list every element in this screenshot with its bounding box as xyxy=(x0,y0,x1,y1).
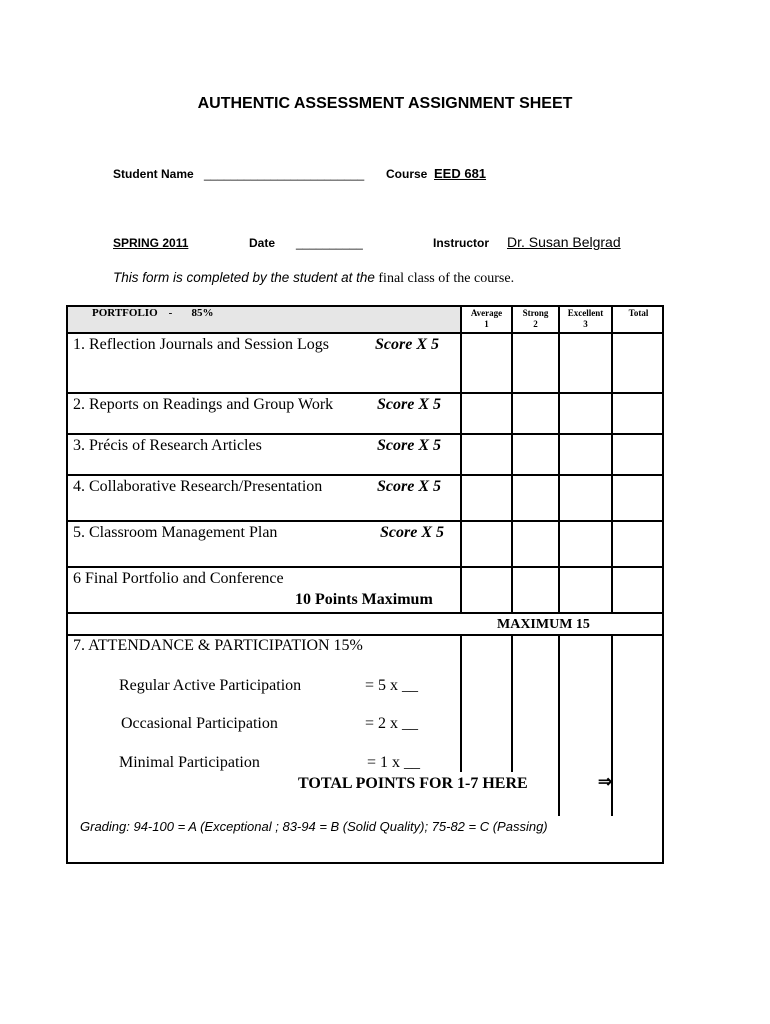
row-2-label: 2. Reports on Readings and Group Work xyxy=(73,396,334,413)
regular-participation-label: Regular Active Participation xyxy=(119,677,302,694)
table-rule xyxy=(66,612,664,614)
row-1-score: Score X 5 xyxy=(375,336,439,353)
note-italic: This form is completed by the student at the xyxy=(113,270,375,285)
table-rule xyxy=(511,634,513,772)
row-3-score: Score X 5 xyxy=(377,437,441,454)
table-rule xyxy=(66,566,664,568)
semester-label: SPRING 2011 xyxy=(113,236,189,250)
col-average-name: Average xyxy=(470,308,503,318)
table-rule xyxy=(66,634,664,636)
course-label: Course xyxy=(386,167,428,181)
student-name-label: Student Name xyxy=(113,167,194,181)
regular-participation-value: = 5 x __ xyxy=(365,677,419,694)
col-header-excellent xyxy=(560,308,611,330)
portfolio-header xyxy=(92,307,214,319)
row-4-score: Score X 5 xyxy=(377,478,441,495)
attendance-label: 7. ATTENDANCE & PARTICIPATION 15% xyxy=(73,637,363,654)
table-rule xyxy=(558,305,560,612)
row-4-label: 4. Collaborative Research/Presentation xyxy=(73,478,323,495)
date-field[interactable]: __________ xyxy=(296,236,363,250)
minimal-participation-value: = 1 x __ xyxy=(367,754,421,771)
row-5-label: 5. Classroom Management Plan xyxy=(73,524,278,541)
table-rule xyxy=(611,305,613,612)
date-label: Date xyxy=(249,236,276,250)
occasional-participation-value: = 2 x __ xyxy=(365,715,419,732)
col-header-strong xyxy=(513,308,558,330)
arrow-right-icon: ⇒ xyxy=(598,772,613,791)
col-total-name: Total xyxy=(628,308,649,318)
course-value: EED 681 xyxy=(434,166,487,181)
table-rule xyxy=(66,332,664,334)
table-rule xyxy=(66,433,664,435)
col-header-average xyxy=(462,308,511,330)
minimal-participation-label: Minimal Participation xyxy=(119,754,260,771)
table-rule xyxy=(511,305,513,612)
table-rule xyxy=(460,305,462,612)
row-3-label: 3. Précis of Research Articles xyxy=(73,437,262,454)
col-header-total xyxy=(613,308,664,319)
col-excellent-name: Excellent xyxy=(567,308,604,318)
table-rule xyxy=(460,634,462,772)
row-6-label: 6 Final Portfolio and Conference xyxy=(73,570,284,587)
portfolio-percent: 85% xyxy=(191,307,214,319)
col-average-num: 1 xyxy=(484,319,489,329)
note-normal: final class of the course. xyxy=(374,271,515,286)
instructor-label: Instructor xyxy=(433,236,490,250)
total-points-label: TOTAL POINTS FOR 1-7 HERE xyxy=(298,775,528,792)
occasional-participation-label: Occasional Participation xyxy=(121,715,278,732)
table-rule xyxy=(66,520,664,522)
completion-note xyxy=(113,270,514,287)
grading-scale: Grading: 94-100 = A (Exceptional ; 83-94 = B (Solid Quality); 75-82 = C (Passing) xyxy=(80,819,548,834)
col-excellent-num: 3 xyxy=(583,319,588,329)
portfolio-dash: - xyxy=(168,307,173,319)
page-title: AUTHENTIC ASSESSMENT ASSIGNMENT SHEET xyxy=(197,95,573,112)
table-rule xyxy=(66,474,664,476)
col-strong-name: Strong xyxy=(522,308,549,318)
portfolio-label: PORTFOLIO xyxy=(92,307,158,319)
row-5-score: Score X 5 xyxy=(380,524,444,541)
instructor-value: Dr. Susan Belgrad xyxy=(507,234,621,250)
maximum-label: MAXIMUM 15 xyxy=(497,617,590,632)
table-rule xyxy=(558,634,560,816)
table-rule xyxy=(66,392,664,394)
student-name-field[interactable]: ________________________ xyxy=(204,167,365,181)
row-6-max: 10 Points Maximum xyxy=(295,591,433,608)
row-1-label: 1. Reflection Journals and Session Logs xyxy=(73,336,329,353)
row-2-score: Score X 5 xyxy=(377,396,441,413)
col-strong-num: 2 xyxy=(533,319,538,329)
